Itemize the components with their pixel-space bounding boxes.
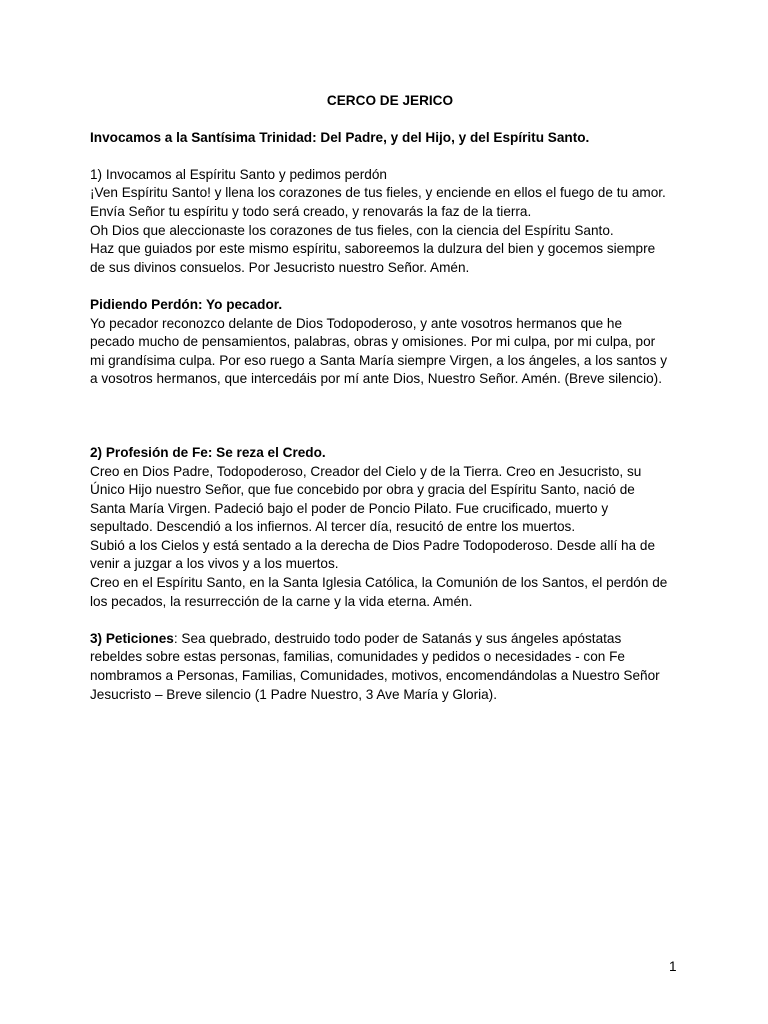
section3-line: nombramos a Personas, Familias, Comunidades, motivos, encomendándolas a Nuestro Señor xyxy=(90,668,660,684)
section2-heading: 2) Profesión de Fe: Se reza el Credo. xyxy=(90,444,326,460)
section3-line: rebeldes sobre estas personas, familias, comunidades y pedidos o necesidades - con Fe xyxy=(90,649,625,665)
document-title: CERCO DE JERICO xyxy=(326,93,454,108)
pardon-line: pecado mucho de pensamientos, palabras, obras y omisiones. Por mi culpa, por mi culpa, por xyxy=(90,334,656,350)
section2-line: sepultado. Descendió a los infiernos. Al tercer día, resucitó de entre los muertos. xyxy=(90,519,576,535)
paragraph-gap xyxy=(90,611,690,630)
section3-first-line-text: : Sea quebrado, destruido todo poder de Satanás y sus ángeles apóstatas xyxy=(173,630,622,646)
section2-line: los pecados, la resurrección de la carne y la vida eterna. Amén. xyxy=(90,593,473,609)
section1-line: de sus divinos consuelos. Por Jesucristo nuestro Señor. Amén. xyxy=(90,259,470,275)
section2-line: Único Hijo nuestro Señor, que fue concebido por obra y gracia del Espíritu Santo, nació de xyxy=(90,482,635,498)
section2-line: Santa María Virgen. Padeció bajo el poder de Poncio Pilato. Fue crucificado, muerto y xyxy=(90,500,609,516)
section2-line: Creo en el Espíritu Santo, en la Santa Iglesia Católica, la Comunión de los Santos, el perdón de xyxy=(90,575,668,591)
pardon-line: Yo pecador reconozco delante de Dios Todopoderoso, y ante vosotros hermanos que he xyxy=(90,315,623,331)
section2-line: Subió a los Cielos y está sentado a la derecha de Dios Padre Todopoderoso. Desde allí ha de xyxy=(90,537,656,553)
section1-heading: 1) Invocamos al Espíritu Santo y pedimos perdón xyxy=(90,166,387,182)
section1-line: Oh Dios que aleccionaste los corazones de tus fieles, con la ciencia del Espíritu Santo. xyxy=(90,222,614,238)
document-body xyxy=(90,92,690,704)
section1-line: ¡Ven Espíritu Santo! y llena los corazones de tus fieles, y enciende en ellos el fuego de tu amor. xyxy=(90,185,666,201)
page-number: 1 xyxy=(669,959,677,974)
section2-line: venir a juzgar a los vivos y a los muertos. xyxy=(90,556,339,572)
section1-line: Envía Señor tu espíritu y todo será creado, y renovarás la faz de la tierra. xyxy=(90,203,532,219)
paragraph-gap-large xyxy=(90,389,690,444)
pardon-line: mi grandísima culpa. Por eso ruego a Santa María siempre Virgen, a los ángeles, a los santos y xyxy=(90,352,668,368)
pardon-line: a vosotros hermanos, que intercedáis por mí ante Dios, Nuestro Señor. Amén. (Breve silencio). xyxy=(90,371,662,387)
pardon-heading: Pidiendo Perdón: Yo pecador. xyxy=(90,296,283,312)
section3-heading: 3) Peticiones xyxy=(90,630,174,646)
section2-line: Creo en Dios Padre, Todopoderoso, Creador del Cielo y de la Tierra. Creo en Jesucristo, su xyxy=(90,463,642,479)
section3-first-line xyxy=(90,630,690,649)
paragraph-gap xyxy=(90,277,690,296)
paragraph-gap xyxy=(90,147,690,166)
invocation-line: Invocamos a la Santísima Trinidad: Del Padre, y del Hijo, y del Espíritu Santo. xyxy=(90,129,590,145)
section3-line: Jesucristo – Breve silencio (1 Padre Nuestro, 3 Ave María y Gloria). xyxy=(90,686,497,702)
section1-line: Haz que guiados por este mismo espíritu, saboreemos la dulzura del bien y gocemos siempre xyxy=(90,241,656,257)
